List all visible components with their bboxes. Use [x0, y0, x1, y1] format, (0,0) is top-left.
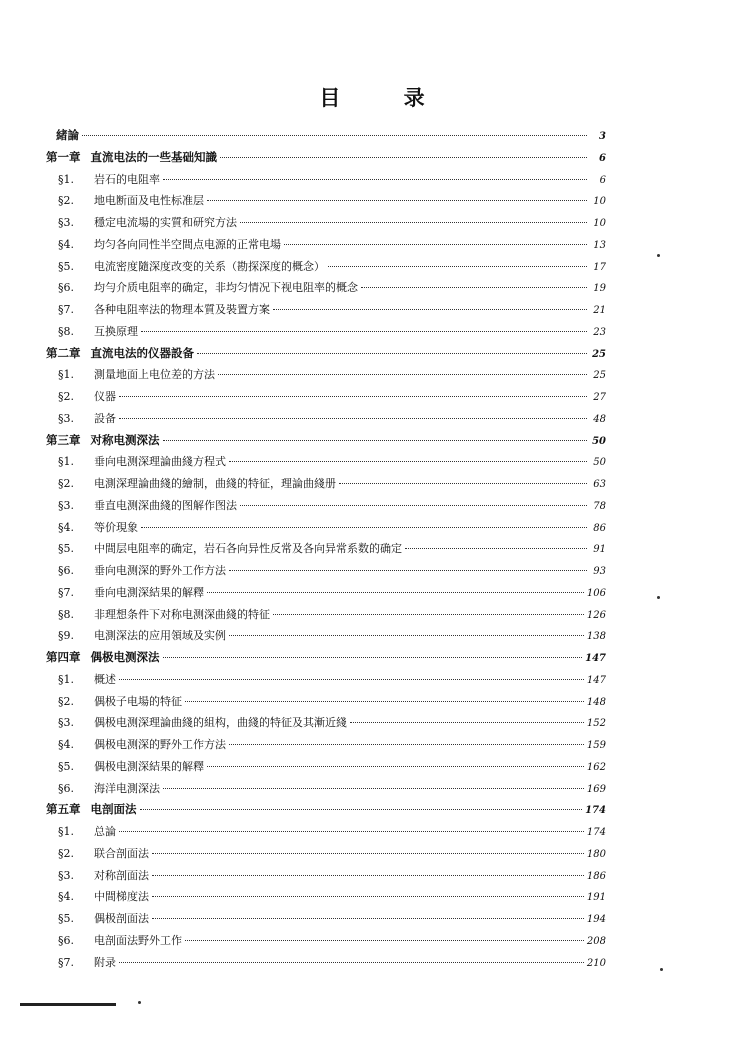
toc-entry-number: §4.	[58, 520, 74, 534]
toc-section-row[interactable]	[46, 408, 606, 430]
toc-section-row[interactable]	[46, 538, 606, 560]
toc-entry-number: 第三章	[46, 432, 81, 447]
toc-page-number: 17	[593, 261, 606, 273]
dot-leader	[152, 896, 584, 897]
dot-leader	[140, 809, 583, 810]
toc-page-number: 138	[586, 631, 606, 643]
toc-entry-number: §2.	[58, 694, 74, 708]
toc-entry-number: §5.	[58, 542, 74, 556]
toc-entry-number: §4.	[58, 738, 74, 751]
toc-page-number: 159	[586, 740, 606, 751]
toc-section-row[interactable]	[46, 560, 606, 582]
dot-leader	[273, 309, 587, 310]
dot-leader	[152, 918, 584, 919]
toc-entry-number: §4.	[58, 890, 74, 904]
toc-page-number: 50	[592, 435, 606, 447]
toc-entry-number: §7.	[58, 585, 74, 599]
toc-page-number: 25	[592, 348, 606, 360]
toc-chapter-row[interactable]	[46, 343, 606, 365]
toc-section-row[interactable]	[46, 321, 606, 343]
toc-entry-number: §6.	[58, 933, 74, 947]
toc-entry-title: 垂向电測深結果的解釋	[94, 585, 204, 599]
toc-entry-number: §2.	[58, 846, 74, 860]
toc-page-number: 13	[593, 239, 606, 251]
toc-entry-number: §1.	[58, 368, 74, 382]
toc-page-number: 191	[586, 892, 606, 904]
dot-leader	[119, 679, 584, 680]
dot-leader	[229, 744, 584, 745]
toc-chapter-row[interactable]	[46, 647, 606, 669]
toc-entry-title: 中間梯度法	[94, 890, 149, 904]
toc-page-number: 147	[585, 653, 606, 664]
toc-page-number: 3	[599, 131, 606, 142]
dot-leader	[207, 766, 584, 767]
toc-entry-title: 电剖面法野外工作	[94, 933, 182, 947]
toc-entry-number: §2.	[58, 390, 74, 403]
toc-section-row[interactable]	[46, 212, 606, 234]
toc-page-number: 93	[593, 566, 606, 577]
toc-page-number: 23	[593, 326, 606, 338]
dot-leader	[405, 548, 587, 549]
dot-leader	[152, 853, 584, 854]
dot-leader	[185, 940, 584, 941]
dot-leader	[350, 722, 584, 723]
toc-entry-title: 非理想条件下对称电测深曲綫的特征	[94, 607, 270, 621]
toc-entry-title: 穩定电流場的实質和研究方法	[94, 216, 237, 229]
dot-leader	[163, 179, 587, 180]
toc-section-row[interactable]	[46, 930, 606, 952]
toc-chapter-row[interactable]	[46, 430, 606, 452]
toc-entry-title: 直流电法的仪器設备	[90, 345, 194, 360]
toc-entry-number: §1.	[58, 455, 74, 469]
toc-entry-title: 电測深法的应用領域及实例	[94, 629, 226, 643]
toc-entry-title: 概述	[94, 672, 116, 686]
toc-entry-number: §5.	[58, 759, 74, 773]
toc-page-number: 86	[593, 522, 606, 534]
dot-leader	[119, 396, 587, 397]
toc-section-row[interactable]	[46, 843, 606, 865]
toc-page-number: 186	[586, 870, 606, 882]
dot-leader	[218, 374, 587, 375]
toc-page-number: 78	[593, 500, 606, 512]
dot-leader	[207, 592, 584, 593]
toc-section-row[interactable]	[46, 669, 606, 691]
toc-section-row[interactable]	[46, 821, 606, 843]
toc-page-number: 208	[586, 935, 606, 947]
toc-entry-title: 均匀各向同性半空間点电源的正常电場	[94, 237, 281, 251]
toc-section-row[interactable]	[46, 386, 606, 408]
dot-leader	[119, 831, 584, 832]
toc-entry-number: §4.	[58, 237, 74, 251]
toc-entry-title: 垂向电测深的野外工作方法	[94, 564, 226, 577]
toc-page-number: 152	[586, 718, 606, 730]
toc-entry-title: 对称电测深法	[90, 432, 160, 447]
toc-section-row[interactable]	[46, 256, 606, 278]
toc-entry-number: §3.	[58, 498, 74, 512]
toc-entry-number: §6.	[58, 281, 74, 295]
toc-entry-title: 对称剖面法	[94, 868, 149, 882]
dot-leader	[240, 222, 587, 223]
toc-section-row[interactable]	[46, 299, 606, 321]
toc-entry-title: 地电断面及电性标准层	[94, 194, 204, 208]
toc-page-number: 180	[586, 848, 606, 860]
toc-page-number: 194	[586, 914, 606, 925]
toc-section-row[interactable]	[46, 169, 606, 191]
toc-page-number: 147	[586, 674, 606, 686]
toc-entry-number: §7.	[58, 303, 74, 316]
dot-leader	[328, 266, 587, 267]
toc-section-row[interactable]	[46, 756, 606, 778]
toc-page-number: 10	[593, 196, 606, 208]
toc-section-row[interactable]	[46, 582, 606, 604]
toc-entry-number: §6.	[58, 564, 74, 577]
toc-entry-title: 联合剖面法	[94, 846, 149, 860]
toc-entry-title: 偶极电测深法	[90, 650, 160, 664]
toc-page-number: 91	[593, 544, 606, 556]
dot-leader	[207, 200, 587, 201]
toc-chapter-row[interactable]	[46, 799, 606, 821]
toc-chapter-row[interactable]	[46, 147, 606, 169]
toc-page-number: 162	[586, 761, 606, 773]
footer-rule	[20, 1003, 116, 1006]
toc-section-row[interactable]	[46, 865, 606, 887]
dot-leader	[82, 135, 587, 136]
toc-section-row[interactable]	[46, 691, 606, 713]
toc-entry-title: 岩石的电阻率	[94, 172, 160, 186]
dot-leader	[152, 875, 584, 876]
toc-entry-title: 緒論	[56, 128, 79, 142]
toc-page-number: 19	[593, 283, 606, 295]
dot-leader	[361, 287, 587, 288]
toc-section-row[interactable]	[46, 234, 606, 256]
scan-speck	[138, 1001, 141, 1004]
toc-entry-title: 互換原理	[94, 324, 138, 338]
toc-page-number: 174	[586, 827, 606, 838]
toc-entry-number: §5.	[58, 912, 74, 925]
toc-entry-title: 等价現象	[94, 520, 138, 534]
toc-section-row[interactable]	[46, 952, 606, 974]
dot-leader	[229, 570, 587, 571]
toc-entry-number: §8.	[58, 324, 74, 338]
toc-section-row[interactable]	[46, 908, 606, 930]
toc-section-row[interactable]	[46, 886, 606, 908]
toc-page-number: 106	[586, 587, 606, 599]
dot-leader	[284, 244, 587, 245]
dot-leader	[229, 635, 584, 636]
toc-page-number: 27	[593, 392, 606, 403]
toc-entry-number: §6.	[58, 781, 74, 795]
table-of-contents	[46, 125, 606, 973]
toc-section-row[interactable]	[46, 517, 606, 539]
toc-section-row[interactable]	[46, 473, 606, 495]
toc-entry-number: §2.	[58, 477, 74, 490]
toc-entry-title: 中間层电阻率的确定，岩石各向异性反常及各向异常系数的确定	[94, 542, 402, 556]
dot-leader	[273, 614, 584, 615]
toc-entry-number: §1.	[58, 825, 74, 838]
toc-section-row[interactable]	[46, 712, 606, 734]
dot-leader	[197, 353, 587, 354]
toc-page-number: 63	[593, 479, 606, 490]
toc-entry-title: 海洋电測深法	[94, 781, 160, 795]
toc-page-number: 148	[586, 696, 606, 708]
toc-entry-title: 电剖面法	[90, 802, 137, 817]
toc-page-number: 6	[599, 152, 606, 164]
toc-entry-title: 偶极电测深的野外工作方法	[94, 738, 226, 751]
toc-entry-title: 垂直电测深曲綫的图解作图法	[94, 498, 237, 512]
page-title: 目 录	[319, 85, 453, 110]
scan-speck	[660, 968, 663, 971]
dot-leader	[240, 505, 587, 506]
toc-chapter-row[interactable]	[46, 125, 606, 147]
toc-section-row[interactable]	[46, 734, 606, 756]
toc-section-row[interactable]	[46, 604, 606, 626]
toc-section-row[interactable]	[46, 778, 606, 800]
toc-entry-title: 偶极子电場的特征	[94, 694, 182, 708]
toc-page-number: 210	[586, 957, 606, 969]
dot-leader	[229, 461, 587, 462]
toc-page-number: 21	[593, 305, 606, 316]
toc-page-number: 6	[599, 174, 606, 186]
toc-page-number: 48	[593, 413, 606, 425]
scan-speck	[657, 596, 660, 599]
toc-entry-title: 偶极电測深結果的解釋	[94, 759, 204, 773]
toc-page-number: 126	[586, 609, 606, 621]
toc-entry-title: 电流密度隨深度改变的关系（勘探深度的概念）	[94, 259, 325, 273]
dot-leader	[163, 657, 583, 658]
dot-leader	[339, 483, 587, 484]
toc-entry-title: 設备	[94, 411, 116, 425]
toc-page-number: 169	[586, 783, 606, 795]
toc-entry-number: §1.	[58, 172, 74, 186]
toc-entry-number: 第二章	[46, 345, 81, 360]
toc-entry-number: §2.	[58, 194, 74, 208]
dot-leader	[185, 701, 584, 702]
toc-entry-title: 各种电阻率法的物理本質及裝置方案	[94, 303, 270, 316]
dot-leader	[163, 788, 584, 789]
toc-entry-title: 偶极剖面法	[94, 912, 149, 925]
toc-entry-number: §5.	[58, 259, 74, 273]
toc-page-number: 174	[585, 805, 606, 817]
toc-section-row[interactable]	[46, 190, 606, 212]
toc-section-row[interactable]	[46, 364, 606, 386]
toc-entry-title: 总論	[94, 825, 116, 838]
toc-entry-title: 偶极电测深理論曲綫的組构，曲綫的特征及其漸近綫	[94, 716, 347, 730]
dot-leader	[141, 331, 587, 332]
toc-section-row[interactable]	[46, 625, 606, 647]
toc-entry-number: 第五章	[46, 802, 81, 817]
toc-entry-number: §9.	[58, 629, 74, 643]
toc-entry-title: 电測深理論曲綫的繪制，曲綫的特征，理論曲綫册	[94, 477, 336, 490]
dot-leader	[220, 157, 587, 158]
dot-leader	[119, 418, 587, 419]
toc-entry-title: 仪器	[94, 390, 116, 403]
toc-page-number: 25	[593, 370, 606, 382]
toc-entry-number: §7.	[58, 955, 74, 969]
toc-entry-number: §8.	[58, 607, 74, 621]
toc-page-number: 50	[593, 457, 606, 469]
toc-entry-title: 直流电法的一些基础知識	[90, 149, 217, 164]
toc-entry-number: §3.	[58, 216, 74, 229]
toc-entry-title: 垂向电测深理論曲綫方程式	[94, 455, 226, 469]
toc-entry-number: §3.	[58, 868, 74, 882]
toc-section-row[interactable]	[46, 451, 606, 473]
dot-leader	[163, 440, 588, 441]
dot-leader	[119, 962, 584, 963]
toc-section-row[interactable]	[46, 495, 606, 517]
toc-entry-number: §1.	[58, 672, 74, 686]
toc-entry-number: §3.	[58, 411, 74, 425]
toc-entry-number: §3.	[58, 716, 74, 730]
scan-speck	[657, 254, 660, 257]
toc-entry-number: 第一章	[46, 149, 81, 164]
toc-page-number: 10	[593, 218, 606, 229]
toc-section-row[interactable]	[46, 277, 606, 299]
toc-entry-title: 均勻介质电阻率的确定，非均匀情况下视电阻率的概念	[94, 281, 358, 295]
toc-entry-title: 附录	[94, 955, 116, 969]
toc-entry-title: 測量地面上电位差的方法	[94, 368, 215, 382]
toc-entry-number: 第四章	[46, 650, 81, 664]
dot-leader	[141, 527, 587, 528]
